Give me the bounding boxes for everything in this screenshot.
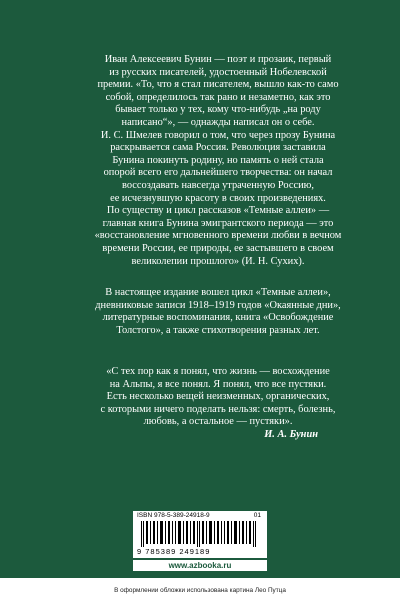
intro-line: Иван Алексеевич Бунин — поэт и прозаик, первый xyxy=(104,54,332,65)
intro-line: Бунина покинуть родину, но память о ней стала xyxy=(112,154,324,166)
intro-line: премии. «То, что я стал писателем, вышло как-то само xyxy=(97,79,339,91)
edition-text xyxy=(68,287,368,337)
quote-author: И. А. Бунин xyxy=(264,428,318,440)
intro-line: «восстановление мгновенного времени любви в вечном xyxy=(94,230,342,242)
barcode-block xyxy=(133,511,267,558)
intro-line: воссоздавать навсегда утраченную Россию, xyxy=(121,179,314,191)
cover-art-credit: В оформлении обложки использована картина Лео Путца xyxy=(114,587,286,594)
quote-line: на Альпы, я все понял. Я понял, что все пустяки. xyxy=(109,378,327,390)
barcode-number: 9 785389 249189 xyxy=(137,547,211,556)
edition-line: литературные воспоминания, книга «Освобождение xyxy=(102,312,334,324)
quote-line: любовь, а остальное — пустяки». xyxy=(143,416,293,428)
intro-line: бывает только у тех, кому что-нибудь „на роду xyxy=(115,104,321,116)
website-strip xyxy=(133,560,267,571)
intro-line: великолепии прошлого» (И. Н. Сухих). xyxy=(131,255,305,267)
intro-text xyxy=(68,54,368,268)
quote-line: Есть несколько вещей неизменных, органических, xyxy=(106,391,330,403)
edition-line: В настоящее издание вошел цикл «Темные аллеи», xyxy=(105,287,331,298)
edition-line: Толстого», а также стихотворения разных лет. xyxy=(116,324,320,336)
quote-text xyxy=(68,366,368,442)
intro-line: опорой всего его дальнейшего творчества: он начал xyxy=(103,167,333,179)
isbn-label: ISBN 978-5-389-24918-9 xyxy=(137,512,210,519)
isbn-suffix: 01 xyxy=(253,512,261,519)
intro-line: собой, определилось так рано и незаметно, как это xyxy=(105,91,331,103)
quote-line: «С тех пор как я понял, что жизнь — восхождение xyxy=(106,366,330,377)
edition-line: дневниковые записи 1918–1919 годов «Окаянные дни», xyxy=(95,299,341,311)
intro-line: главная книга Бунина эмигрантского периода — это xyxy=(102,217,334,229)
website-url: www.azbooka.ru xyxy=(168,561,232,570)
intro-line: ее исчезнувшую красоту в своих произведениях. xyxy=(110,192,326,204)
intro-line: времени России, ее природы, ее застывшего в своем xyxy=(102,242,334,254)
intro-line: По существу и цикл рассказов «Темные аллеи» — xyxy=(106,205,330,217)
intro-line: из русских писателей, удостоенный Нобелевской xyxy=(109,66,327,78)
intro-line: раскрывается сама Россия. Революция заставила xyxy=(110,142,326,154)
quote-line: с которыми ничего поделать нельзя: смерть, болезнь, xyxy=(100,403,336,415)
intro-line: И. С. Шмелев говорил о том, что через прозу Бунина xyxy=(100,129,336,141)
intro-line: написано“», — однажды написал он о себе. xyxy=(121,116,315,128)
barcode-bars-icon xyxy=(141,521,259,547)
